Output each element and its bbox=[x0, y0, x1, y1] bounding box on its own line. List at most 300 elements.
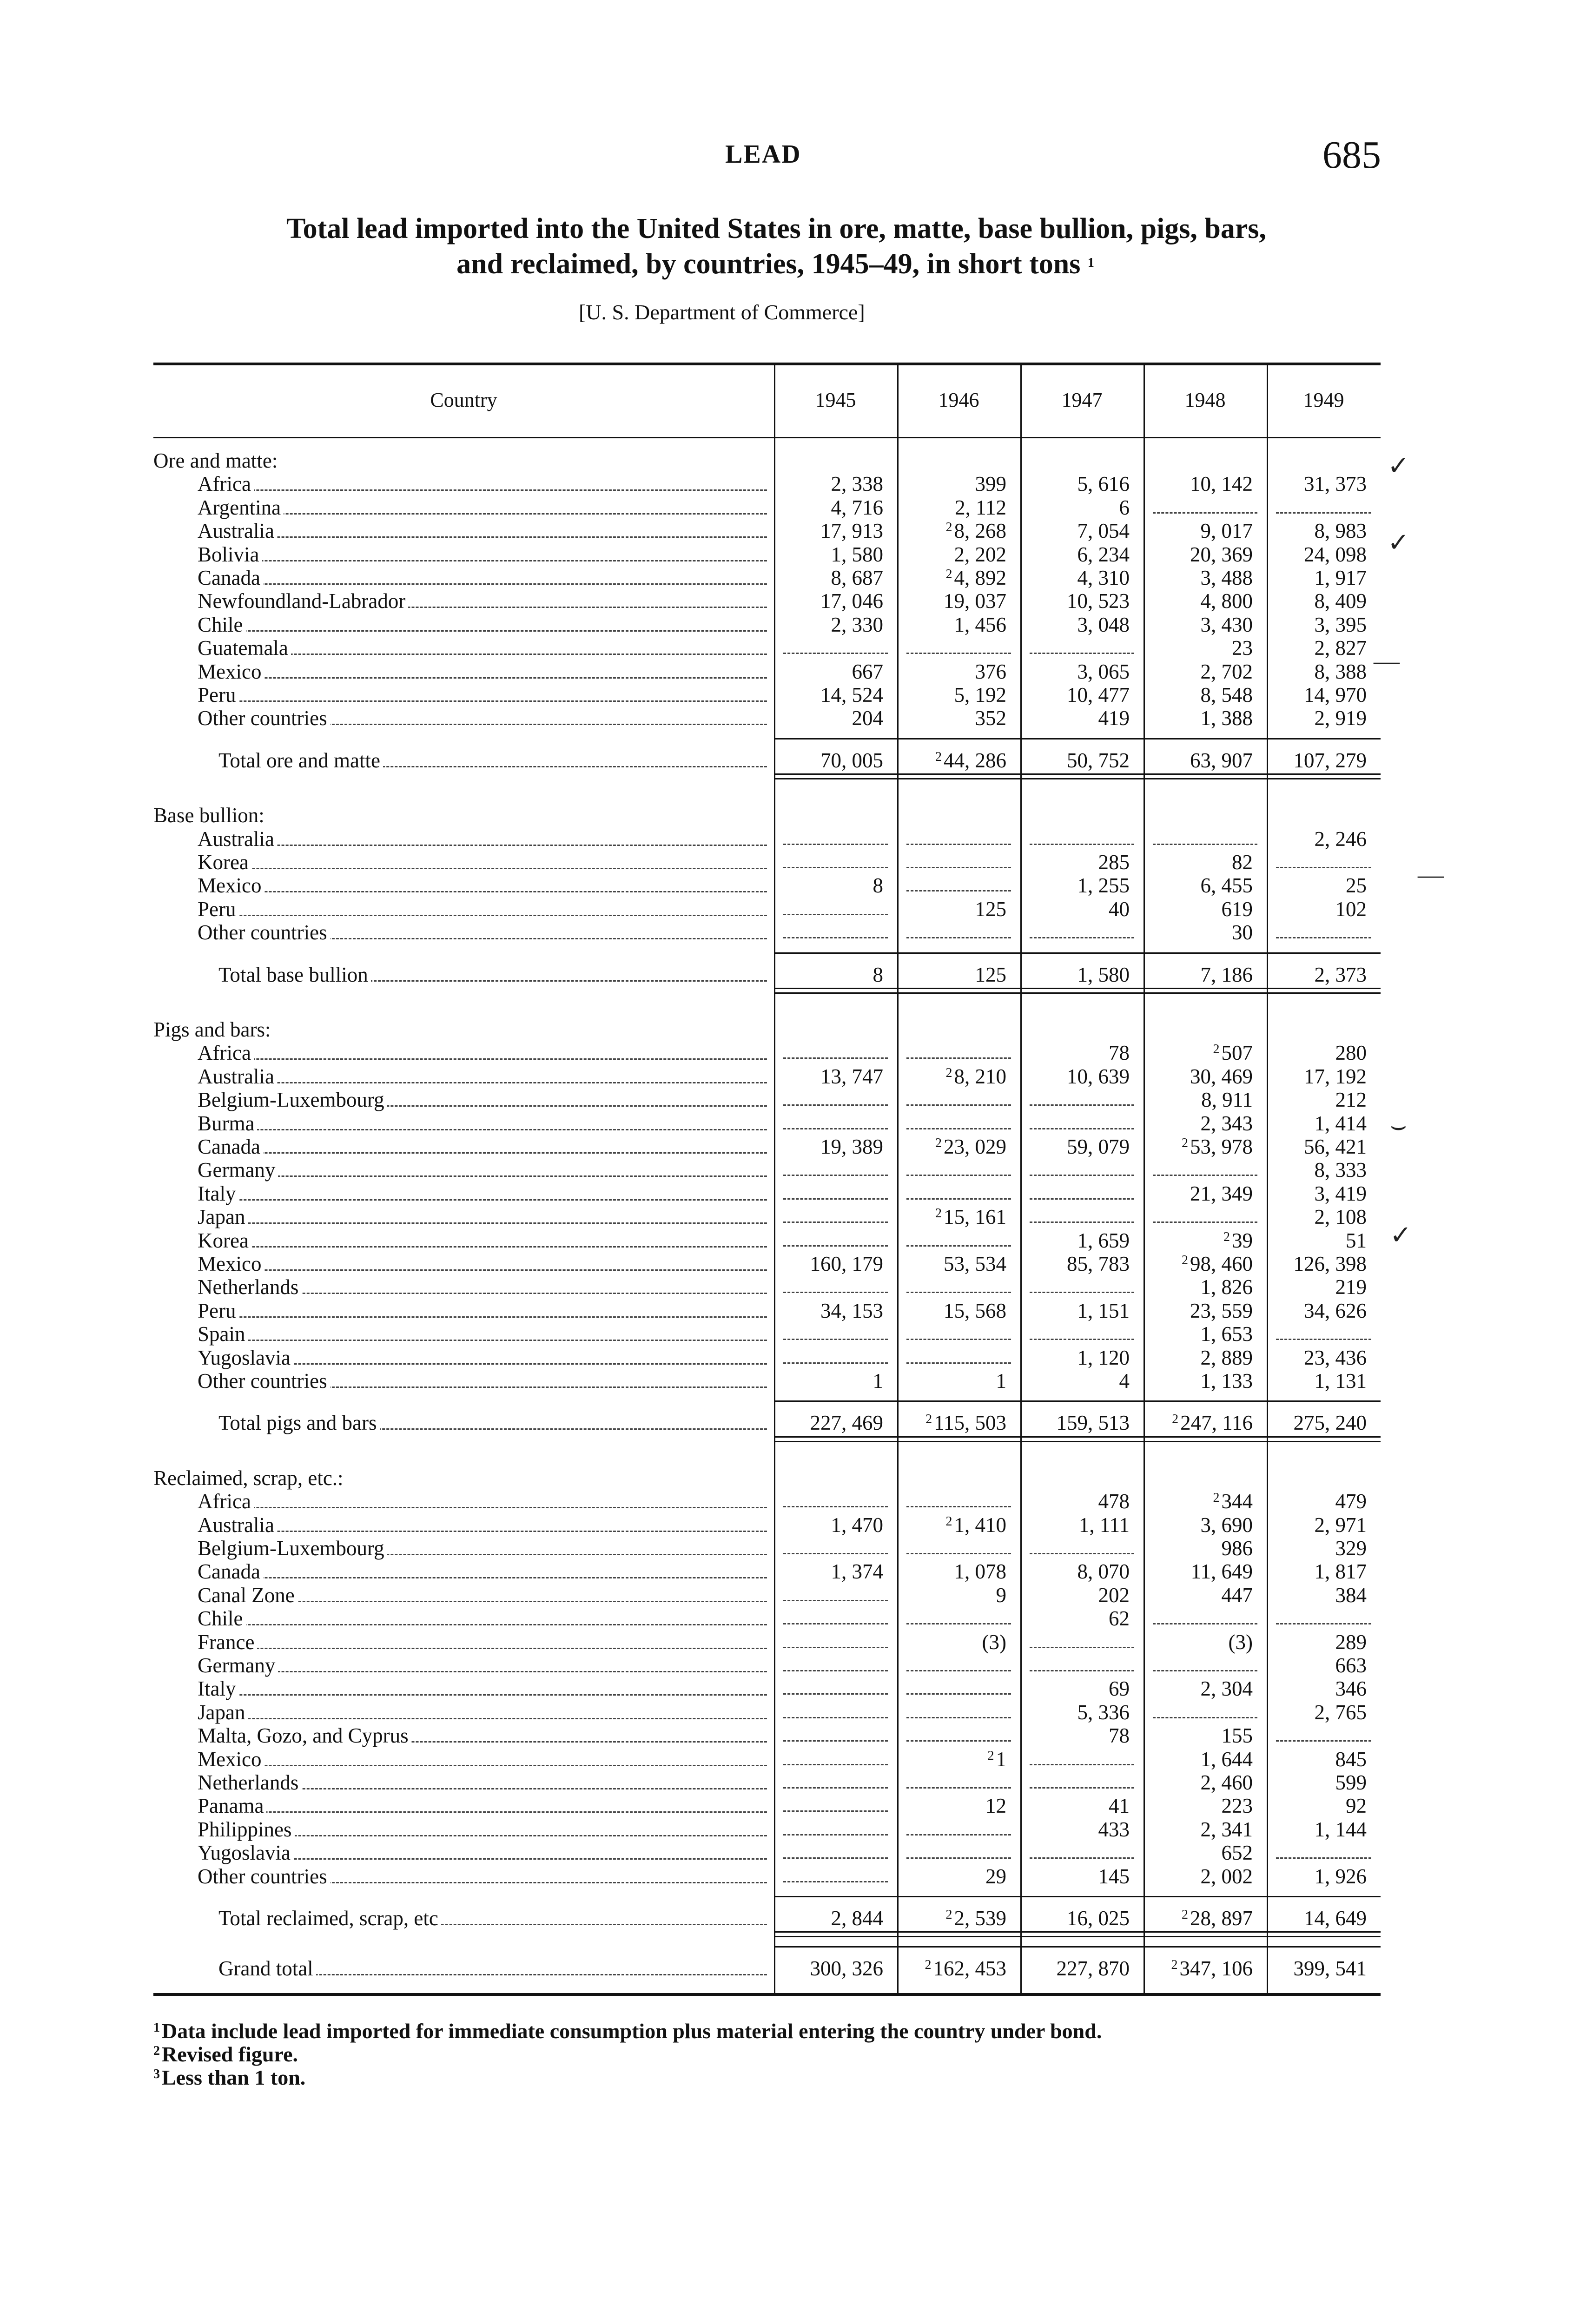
footnote-ref: 2 bbox=[1223, 1229, 1230, 1244]
value-text: 2, 341 bbox=[1200, 1817, 1253, 1841]
value-cell bbox=[1144, 1583, 1253, 1607]
value-text: 1, 111 bbox=[1078, 1513, 1130, 1537]
footnote-ref: 2 bbox=[1171, 1958, 1178, 1973]
empty-cell-leader bbox=[1030, 1339, 1134, 1340]
table-row bbox=[153, 495, 1381, 519]
row-label-text: Mexico bbox=[198, 1748, 264, 1771]
value-cell bbox=[1144, 1252, 1253, 1276]
value-cell bbox=[1144, 1513, 1253, 1537]
row-label-text: Spain bbox=[198, 1322, 248, 1346]
table-row bbox=[153, 1513, 1381, 1536]
value-text: 845 bbox=[1335, 1747, 1367, 1771]
row-label bbox=[198, 1677, 767, 1701]
value-cell bbox=[1144, 1299, 1253, 1323]
value-text: 3, 488 bbox=[1200, 566, 1253, 589]
value-cell bbox=[1267, 1041, 1367, 1065]
value-cell bbox=[1267, 1064, 1367, 1089]
value-text: 145 bbox=[1098, 1864, 1130, 1888]
value-text: 1 bbox=[996, 1369, 1006, 1393]
row-label bbox=[198, 1653, 767, 1677]
footnote-ref: 2 bbox=[935, 1136, 942, 1150]
value-text: 17, 192 bbox=[1304, 1064, 1367, 1088]
table-row bbox=[153, 920, 1381, 944]
empty-cell-leader bbox=[906, 1693, 1011, 1695]
value-text: 479 bbox=[1335, 1490, 1367, 1513]
value-text: 4, 310 bbox=[1077, 566, 1130, 589]
row-label bbox=[198, 897, 767, 921]
value-text: 9 bbox=[996, 1583, 1006, 1607]
row-label-text: Malta, Gozo, and Cyprus bbox=[198, 1724, 411, 1747]
value-text: 8, 333 bbox=[1314, 1158, 1367, 1182]
value-cell bbox=[1144, 566, 1253, 590]
value-cell bbox=[897, 1794, 1006, 1818]
empty-cell-leader bbox=[783, 1670, 888, 1671]
value-text: 1, 817 bbox=[1314, 1560, 1367, 1584]
empty-cell-leader bbox=[783, 1600, 888, 1601]
footnote-ref: 2 bbox=[935, 1206, 942, 1221]
value-text: 289 bbox=[1335, 1630, 1367, 1654]
value-text: 2, 002 bbox=[1200, 1864, 1253, 1888]
empty-cell-leader bbox=[906, 1553, 1011, 1554]
value-cell bbox=[1020, 1299, 1130, 1323]
value-cell bbox=[1144, 1411, 1253, 1435]
value-text: 1, 120 bbox=[1077, 1346, 1130, 1369]
value-cell bbox=[1020, 1369, 1130, 1393]
value-text: 14, 524 bbox=[820, 683, 883, 706]
empty-cell-leader bbox=[783, 1339, 888, 1340]
value-text: 6 bbox=[1119, 495, 1130, 519]
empty-cell-leader bbox=[783, 1810, 888, 1812]
footnote-ref: 2 bbox=[1213, 1491, 1220, 1505]
value-text: 6, 234 bbox=[1077, 542, 1130, 566]
value-text: 14, 970 bbox=[1304, 683, 1367, 706]
row-label-text: Japan bbox=[198, 1205, 248, 1228]
row-label-text: Peru bbox=[198, 898, 239, 921]
empty-cell-leader bbox=[783, 1787, 888, 1789]
row-label bbox=[198, 1606, 767, 1631]
value-cell bbox=[1267, 1299, 1367, 1323]
table-row bbox=[153, 1583, 1381, 1606]
value-text: 1, 580 bbox=[1077, 963, 1130, 986]
row-label-text: Yugoslavia bbox=[198, 1841, 293, 1864]
value-cell bbox=[1144, 1677, 1253, 1701]
value-cell bbox=[1020, 1513, 1130, 1537]
empty-cell-leader bbox=[1030, 1104, 1134, 1106]
table-row bbox=[153, 873, 1381, 897]
row-label bbox=[198, 1583, 767, 1607]
empty-cell-leader bbox=[783, 1506, 888, 1507]
value-text: 663 bbox=[1335, 1654, 1367, 1677]
value-cell bbox=[1144, 1064, 1253, 1089]
value-text: 23, 436 bbox=[1304, 1346, 1367, 1369]
value-cell bbox=[1267, 1411, 1367, 1435]
value-text: 29 bbox=[985, 1864, 1006, 1888]
pencil-dash-mark: — bbox=[1418, 860, 1444, 889]
value-text: 63, 907 bbox=[1190, 748, 1253, 772]
value-cell bbox=[1144, 1747, 1253, 1771]
row-label bbox=[198, 1559, 767, 1584]
empty-cell-leader bbox=[1276, 512, 1371, 514]
value-text: 275, 240 bbox=[1293, 1411, 1367, 1435]
value-cell bbox=[1144, 519, 1253, 543]
empty-cell-leader bbox=[783, 914, 888, 915]
value-cell bbox=[1267, 1182, 1367, 1206]
value-text: 8, 911 bbox=[1201, 1088, 1253, 1112]
subtotal-rule bbox=[774, 952, 1381, 954]
value-text: 447 bbox=[1221, 1583, 1253, 1607]
value-text: 10, 523 bbox=[1067, 589, 1130, 613]
column-header: 1947 bbox=[1061, 389, 1103, 411]
section-heading bbox=[153, 803, 767, 827]
value-cell bbox=[774, 1559, 883, 1584]
table-row bbox=[153, 1700, 1381, 1723]
value-text: 1 bbox=[873, 1369, 883, 1393]
value-text: 50, 752 bbox=[1067, 748, 1130, 772]
empty-cell-leader bbox=[783, 1740, 888, 1742]
value-text: 399 bbox=[975, 472, 1006, 496]
row-label-text: Canada bbox=[198, 566, 263, 589]
value-text: 92 bbox=[1346, 1794, 1367, 1818]
value-cell bbox=[1144, 1906, 1253, 1930]
title-line-1: Total lead imported into the United States in ore, matte, base bullion, pigs, bars, bbox=[286, 213, 1267, 244]
value-text: 285 bbox=[1098, 851, 1130, 874]
empty-cell-leader bbox=[906, 1506, 1011, 1507]
empty-cell-leader bbox=[1153, 1221, 1257, 1223]
value-cell bbox=[897, 1747, 1006, 1771]
row-label-text: Reclaimed, scrap, etc.: bbox=[153, 1466, 346, 1490]
value-cell bbox=[1020, 1606, 1130, 1631]
value-cell bbox=[897, 706, 1006, 730]
row-label bbox=[198, 636, 767, 660]
value-text: 160, 179 bbox=[810, 1252, 883, 1275]
value-text: 34, 626 bbox=[1304, 1299, 1367, 1322]
value-cell bbox=[1267, 1770, 1367, 1795]
empty-cell-leader bbox=[783, 1128, 888, 1129]
value-cell bbox=[1267, 613, 1367, 637]
empty-cell-leader bbox=[783, 1175, 888, 1176]
value-cell bbox=[1144, 897, 1253, 921]
value-cell bbox=[1020, 1228, 1130, 1253]
value-cell bbox=[897, 495, 1006, 520]
value-text: 247, 116 bbox=[1180, 1411, 1253, 1435]
value-cell bbox=[1267, 1346, 1367, 1370]
row-label-text: Guatemala bbox=[198, 636, 291, 660]
value-text: 82 bbox=[1232, 851, 1253, 874]
empty-cell-leader bbox=[1030, 1553, 1134, 1554]
value-cell bbox=[1144, 748, 1253, 772]
table-row bbox=[153, 519, 1381, 542]
empty-cell-leader bbox=[1030, 1292, 1134, 1293]
row-label-text: Chile bbox=[198, 1607, 246, 1630]
value-cell bbox=[1267, 1252, 1367, 1276]
value-text: 1, 826 bbox=[1200, 1275, 1253, 1299]
value-text: 2, 765 bbox=[1314, 1700, 1367, 1724]
value-cell bbox=[897, 683, 1006, 707]
row-label bbox=[198, 1794, 767, 1818]
value-text: 19, 389 bbox=[820, 1135, 883, 1158]
footnote-ref: 2 bbox=[1182, 1908, 1188, 1922]
table-row bbox=[153, 1158, 1381, 1181]
footnote-ref: 2 bbox=[1213, 1042, 1220, 1057]
value-text: 384 bbox=[1335, 1583, 1367, 1607]
row-label bbox=[218, 1956, 767, 1981]
table-row bbox=[153, 1135, 1381, 1158]
value-text: 31, 373 bbox=[1304, 472, 1367, 496]
row-label-text: Newfoundland-Labrador bbox=[198, 589, 408, 613]
value-text: 344 bbox=[1221, 1490, 1253, 1513]
empty-cell-leader bbox=[1030, 844, 1134, 845]
value-cell bbox=[1144, 1956, 1253, 1981]
value-text: 1, 580 bbox=[831, 542, 883, 566]
value-cell bbox=[897, 542, 1006, 567]
row-label bbox=[198, 1322, 767, 1346]
value-cell bbox=[1020, 1677, 1130, 1701]
value-text: 652 bbox=[1221, 1841, 1253, 1865]
row-label bbox=[198, 1346, 767, 1370]
row-label bbox=[198, 1064, 767, 1089]
value-cell bbox=[1144, 1369, 1253, 1393]
value-cell bbox=[1267, 748, 1367, 772]
value-text: 2, 343 bbox=[1200, 1111, 1253, 1135]
table-row bbox=[153, 1322, 1381, 1345]
empty-cell-leader bbox=[1276, 1623, 1371, 1624]
table-row bbox=[153, 613, 1381, 636]
row-label-text: Yugoslavia bbox=[198, 1346, 293, 1369]
empty-cell-leader bbox=[1030, 1787, 1134, 1789]
value-cell bbox=[1144, 1489, 1253, 1513]
value-cell bbox=[1020, 683, 1130, 707]
value-text: 1, 374 bbox=[831, 1560, 883, 1584]
table-row bbox=[153, 1536, 1381, 1559]
value-cell bbox=[774, 706, 883, 730]
value-text: 1, 131 bbox=[1314, 1369, 1367, 1393]
value-cell bbox=[1267, 706, 1367, 730]
row-label bbox=[198, 1630, 767, 1654]
value-text: 1, 917 bbox=[1314, 566, 1367, 589]
value-text: 28, 897 bbox=[1190, 1907, 1253, 1930]
empty-cell-leader bbox=[906, 1834, 1011, 1835]
value-cell bbox=[1144, 1770, 1253, 1795]
subtotal-rule bbox=[774, 1400, 1381, 1402]
empty-cell-leader bbox=[1276, 867, 1371, 868]
empty-cell-leader bbox=[906, 1175, 1011, 1176]
empty-cell-leader bbox=[906, 937, 1011, 938]
value-cell bbox=[1020, 748, 1130, 772]
value-cell bbox=[897, 589, 1006, 613]
subtotal-rule bbox=[774, 1946, 1381, 1948]
table-row bbox=[153, 1559, 1381, 1583]
row-label bbox=[198, 1489, 767, 1513]
row-label-text: Australia bbox=[198, 1065, 277, 1088]
value-text: 44, 286 bbox=[944, 748, 1006, 772]
value-cell bbox=[1020, 1723, 1130, 1748]
value-text: 15, 161 bbox=[944, 1205, 1006, 1229]
empty-cell-leader bbox=[1276, 1740, 1371, 1742]
row-label-text: Peru bbox=[198, 683, 239, 706]
value-cell bbox=[897, 963, 1006, 987]
value-cell bbox=[1020, 897, 1130, 921]
value-cell bbox=[774, 748, 883, 772]
column-header: 1949 bbox=[1303, 389, 1344, 411]
empty-cell-leader bbox=[906, 1787, 1011, 1789]
value-text: 3, 690 bbox=[1200, 1513, 1253, 1537]
row-label bbox=[198, 1299, 767, 1323]
value-cell bbox=[897, 1252, 1006, 1276]
table-row bbox=[153, 1794, 1381, 1817]
value-text: 4, 716 bbox=[831, 495, 883, 519]
value-cell bbox=[1020, 1794, 1130, 1818]
value-cell bbox=[1267, 873, 1367, 898]
empty-cell-leader bbox=[906, 890, 1011, 891]
footnote-ref: 2 bbox=[945, 520, 952, 535]
row-label-text: Mexico bbox=[198, 660, 264, 683]
row-label-text: Africa bbox=[198, 472, 254, 495]
title-line-2 bbox=[139, 246, 1413, 281]
value-cell bbox=[1267, 1135, 1367, 1159]
value-cell bbox=[897, 1559, 1006, 1584]
row-label bbox=[198, 1700, 767, 1724]
table-row bbox=[153, 566, 1381, 589]
table-row bbox=[153, 1723, 1381, 1747]
row-label bbox=[218, 1411, 767, 1435]
value-cell bbox=[1267, 1559, 1367, 1584]
value-text: 399, 541 bbox=[1293, 1957, 1367, 1981]
empty-cell-leader bbox=[783, 1292, 888, 1293]
value-text: 8, 388 bbox=[1314, 660, 1367, 683]
footnote-ref: 2 bbox=[945, 567, 952, 581]
value-text: 4, 800 bbox=[1200, 589, 1253, 613]
footnote-mark: 1 bbox=[153, 2020, 160, 2035]
pencil-checkmark: ✓ bbox=[1390, 1221, 1412, 1250]
empty-cell-leader bbox=[1030, 1670, 1134, 1671]
value-text: 62 bbox=[1109, 1607, 1130, 1631]
empty-cell-leader bbox=[906, 1104, 1011, 1106]
total-row bbox=[153, 748, 1381, 772]
row-label-text: Philippines bbox=[198, 1818, 295, 1841]
source-note: [U. S. Department of Commerce] bbox=[579, 300, 865, 324]
table-row bbox=[153, 660, 1381, 683]
value-cell bbox=[1267, 1794, 1367, 1818]
footnote-ref: 2 bbox=[987, 1748, 994, 1763]
row-label-text: Belgium-Luxembourg bbox=[198, 1537, 387, 1560]
value-text: 8, 210 bbox=[954, 1064, 1006, 1088]
row-label-text: Total reclaimed, scrap, etc bbox=[218, 1907, 441, 1930]
empty-cell-leader bbox=[783, 937, 888, 938]
empty-cell-leader bbox=[783, 1857, 888, 1859]
row-label-text: Bolivia bbox=[198, 543, 262, 566]
value-text: 2, 338 bbox=[831, 472, 883, 496]
column-header: 1945 bbox=[815, 389, 856, 411]
value-cell bbox=[1020, 1906, 1130, 1930]
empty-cell-leader bbox=[906, 1670, 1011, 1671]
row-label-text: Total base bullion bbox=[218, 963, 371, 986]
value-cell bbox=[1020, 1700, 1130, 1724]
value-text: 15, 568 bbox=[944, 1299, 1006, 1322]
row-label bbox=[198, 1252, 767, 1276]
value-text: 40 bbox=[1109, 897, 1130, 921]
value-cell bbox=[897, 566, 1006, 590]
section-heading-row bbox=[153, 1017, 1381, 1041]
value-cell bbox=[1267, 472, 1367, 496]
value-cell bbox=[1144, 963, 1253, 987]
value-text: 1, 255 bbox=[1077, 874, 1130, 898]
table-row bbox=[153, 1489, 1381, 1512]
value-text: 1, 414 bbox=[1314, 1111, 1367, 1135]
empty-cell-leader bbox=[1030, 1764, 1134, 1765]
value-text: 98, 460 bbox=[1190, 1252, 1253, 1275]
value-cell bbox=[897, 1064, 1006, 1089]
footnote-ref: 2 bbox=[945, 1065, 952, 1080]
row-label bbox=[218, 1906, 767, 1930]
value-cell bbox=[1144, 1275, 1253, 1299]
value-text: 23, 029 bbox=[944, 1135, 1006, 1158]
value-cell bbox=[1144, 1041, 1253, 1065]
row-label bbox=[198, 1275, 767, 1299]
empty-cell-leader bbox=[1153, 1175, 1257, 1176]
footnote bbox=[153, 2065, 305, 2090]
value-cell bbox=[1144, 1630, 1253, 1654]
value-text: 2, 330 bbox=[831, 613, 883, 636]
empty-cell-leader bbox=[906, 1198, 1011, 1200]
row-label-text: Germany bbox=[198, 1654, 278, 1677]
row-label-text: Mexico bbox=[198, 874, 264, 897]
value-text: 8, 983 bbox=[1314, 519, 1367, 543]
empty-cell-leader bbox=[1030, 653, 1134, 654]
section-heading bbox=[153, 449, 767, 473]
value-text: 78 bbox=[1109, 1041, 1130, 1065]
value-cell bbox=[1020, 1559, 1130, 1584]
value-text: 13, 747 bbox=[820, 1064, 883, 1088]
value-text: 12 bbox=[985, 1794, 1006, 1818]
value-text: 1, 659 bbox=[1077, 1228, 1130, 1252]
value-text: 30 bbox=[1232, 921, 1253, 944]
value-cell bbox=[1020, 660, 1130, 684]
table-row bbox=[153, 1653, 1381, 1677]
empty-cell-leader bbox=[783, 1104, 888, 1106]
value-cell bbox=[1144, 1864, 1253, 1888]
empty-cell-leader bbox=[906, 867, 1011, 868]
value-cell bbox=[1020, 1817, 1130, 1842]
value-text: 25 bbox=[1346, 874, 1367, 898]
subtotal-rule bbox=[774, 1896, 1381, 1897]
value-text: 280 bbox=[1335, 1041, 1367, 1065]
value-cell bbox=[1267, 589, 1367, 613]
value-cell bbox=[1267, 1677, 1367, 1701]
value-cell bbox=[1144, 1322, 1253, 1346]
value-cell bbox=[897, 519, 1006, 543]
value-text: 4, 892 bbox=[954, 566, 1006, 589]
value-text: 7, 186 bbox=[1200, 963, 1253, 986]
table-bottom-rule bbox=[153, 1993, 1381, 1996]
empty-cell-leader bbox=[783, 1764, 888, 1765]
row-label bbox=[198, 542, 767, 567]
row-label-text: Panama bbox=[198, 1794, 266, 1817]
empty-cell-leader bbox=[783, 1647, 888, 1648]
value-cell bbox=[1267, 660, 1367, 684]
value-text: 3, 419 bbox=[1314, 1182, 1367, 1205]
total-double-rule bbox=[774, 1441, 1381, 1442]
row-label bbox=[198, 706, 767, 730]
value-cell bbox=[1144, 1346, 1253, 1370]
value-cell bbox=[897, 1369, 1006, 1393]
row-label bbox=[198, 589, 767, 613]
value-cell bbox=[1267, 1536, 1367, 1560]
value-cell bbox=[1020, 1041, 1130, 1065]
empty-cell-leader bbox=[783, 844, 888, 845]
value-cell bbox=[1144, 1559, 1253, 1584]
value-cell bbox=[897, 1411, 1006, 1435]
table-row bbox=[153, 1041, 1381, 1064]
